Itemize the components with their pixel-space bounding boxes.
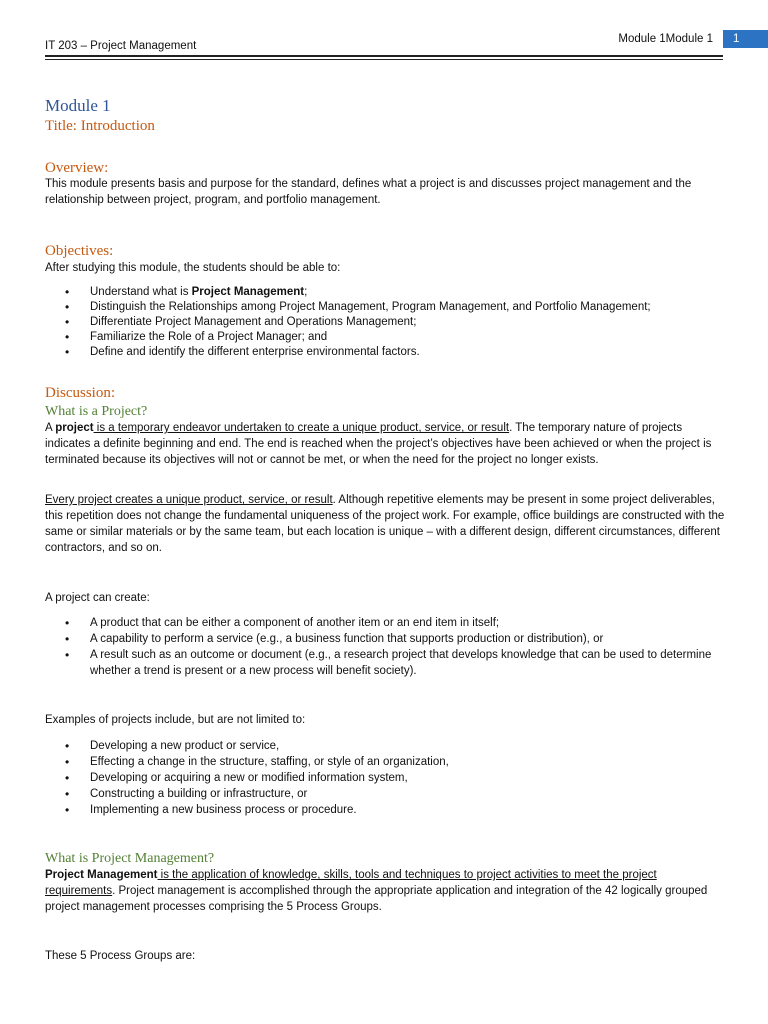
examples-list xyxy=(45,738,725,818)
header-module-label: Module 1Module 1 xyxy=(618,33,713,45)
objectives-intro: After studying this module, the students should be able to: xyxy=(45,262,341,274)
can-create-intro: A project can create: xyxy=(45,592,150,604)
header-course-title: IT 203 – Project Management xyxy=(45,40,197,52)
list-item: • Developing or acquiring a new or modified information system, xyxy=(45,770,725,786)
list-item: • Constructing a building or infrastructure, or xyxy=(45,786,725,802)
list-item: • Effecting a change in the structure, staffing, or style of an organization, xyxy=(45,754,725,770)
examples-intro: Examples of projects include, but are not limited to: xyxy=(45,714,306,726)
header-divider-thin xyxy=(45,59,723,60)
process-groups-intro: These 5 Process Groups are: xyxy=(45,950,196,962)
module-heading: Module 1 xyxy=(45,96,111,115)
discussion-heading: Discussion: xyxy=(45,385,116,401)
list-item: • Distinguish the Relationships among Project Management, Program Management, and Portfolio Management; xyxy=(45,300,725,315)
pm-definition-paragraph: Project Management is the application of knowledge, skills, tools and techniques to project activities to meet the project requirements. Project management is accomplished through the appropriate application and integration of the 42 logically grouped project management processes comprising the 5 Process Groups. xyxy=(45,869,708,913)
overview-heading: Overview: xyxy=(45,160,109,176)
project-definition-paragraph: A project is a temporary endeavor undertaken to create a unique product, service, or result. The temporary nature of projects indicates a definite beginning and end. The end is reached when the project’s objectives have been achieved or when the project is terminated because its objectives will not or cannot be met, or when the need for the project no longer exists. xyxy=(45,422,712,466)
list-item: • A capability to perform a service (e.g., a business function that supports production or distribution), or xyxy=(45,631,725,647)
list-item: • Implementing a new business process or procedure. xyxy=(45,802,725,818)
list-item: • Define and identify the different enterprise environmental factors. xyxy=(45,345,725,360)
list-item: • A product that can be either a component of another item or an end item in itself; xyxy=(45,615,725,631)
list-item: • Developing a new product or service, xyxy=(45,738,725,754)
overview-text: This module presents basis and purpose for the standard, defines what a project is and discusses project management and the relationship between project, program, and portfolio management. xyxy=(45,178,692,206)
list-item: • A result such as an outcome or document (e.g., a research project that develops knowledge that can be used to determine whether a trend is present or a new process will benefit society). xyxy=(45,647,725,679)
module-title: Title: Introduction xyxy=(45,118,155,134)
list-item: • Understand what is Project Management; xyxy=(45,285,725,300)
page-number-badge: 1 xyxy=(723,30,768,48)
can-create-list xyxy=(45,615,725,679)
what-is-pm-heading: What is Project Management? xyxy=(45,851,215,866)
header-divider xyxy=(45,55,723,57)
list-item: • Differentiate Project Management and Operations Management; xyxy=(45,315,725,330)
list-item: • Familiarize the Role of a Project Manager; and xyxy=(45,330,725,345)
what-is-project-heading: What is a Project? xyxy=(45,404,148,419)
objectives-heading: Objectives: xyxy=(45,243,114,259)
project-uniqueness-paragraph: Every project creates a unique product, service, or result. Although repetitive elements may be present in some project deliverables, this repetition does not change the fundamental uniqueness of the project work. For example, office buildings are constructed with the same or similar materials or by the same team, but each location is unique – with a different design, different circumstances, different contractors, and so on. xyxy=(45,494,725,554)
objectives-list xyxy=(45,285,725,360)
